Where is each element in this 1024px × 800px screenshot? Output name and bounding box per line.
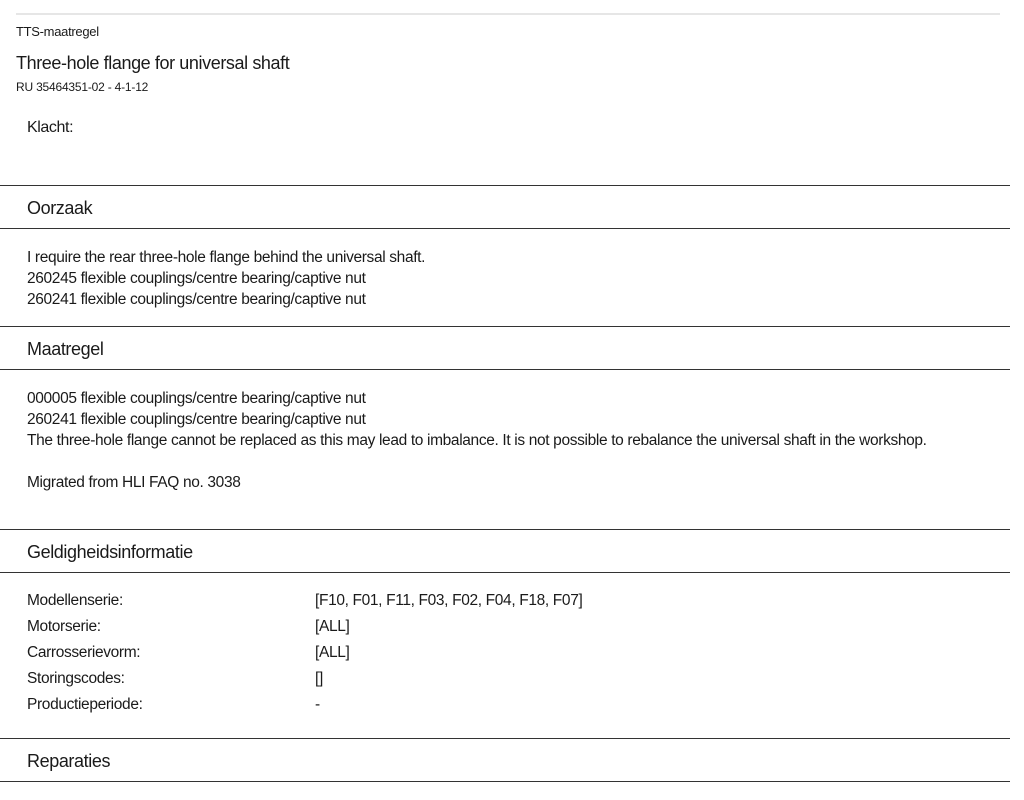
validity-value: [] xyxy=(315,670,323,687)
validity-row-storingscodes xyxy=(27,668,987,694)
validity-value: [ALL] xyxy=(315,618,350,635)
section-header-reparaties xyxy=(0,738,1010,782)
section-heading: Maatregel xyxy=(27,339,104,359)
document-type: TTS-maatregel xyxy=(16,24,99,39)
section-heading: Reparaties xyxy=(27,751,111,771)
section-body-oorzaak xyxy=(27,247,987,310)
validity-row-carrosserievorm xyxy=(27,642,987,668)
validity-row-motorserie xyxy=(27,616,987,642)
document-reference: RU 35464351-02 - 4-1-12 xyxy=(16,80,149,94)
section-body-maatregel xyxy=(27,388,987,493)
validity-row-modellenserie xyxy=(27,590,987,616)
validity-key: Productieperiode: xyxy=(27,696,143,713)
text-line: 000005 flexible couplings/centre bearing/captive nut xyxy=(27,390,366,407)
migration-note: Migrated from HLI FAQ no. 3038 xyxy=(27,474,241,491)
spacer xyxy=(27,451,987,472)
section-header-oorzaak xyxy=(0,185,1010,229)
text-line: 260241 flexible couplings/centre bearing/captive nut xyxy=(27,291,366,308)
validity-key: Motorserie: xyxy=(27,618,101,635)
validity-key: Carrosserievorm: xyxy=(27,644,141,661)
section-header-maatregel xyxy=(0,326,1010,370)
section-header-geldigheid xyxy=(0,529,1010,573)
text-line: I require the rear three-hole flange behind the universal shaft. xyxy=(27,249,426,266)
text-line: The three-hole flange cannot be replaced as this may lead to imbalance. It is not possible to rebalance the universal shaft in the workshop. xyxy=(27,432,927,449)
section-heading: Geldigheidsinformatie xyxy=(27,542,193,562)
validity-key: Storingscodes: xyxy=(27,670,125,687)
document-title: Three-hole flange for universal shaft xyxy=(16,53,290,73)
top-divider xyxy=(16,13,1000,15)
section-heading: Oorzaak xyxy=(27,198,93,218)
validity-table xyxy=(27,590,987,720)
validity-value: [ALL] xyxy=(315,644,350,661)
klacht-label: Klacht: xyxy=(27,119,74,136)
text-line: 260241 flexible couplings/centre bearing/captive nut xyxy=(27,411,366,428)
validity-value: - xyxy=(315,696,320,713)
validity-key: Modellenserie: xyxy=(27,592,123,609)
text-line: 260245 flexible couplings/centre bearing/captive nut xyxy=(27,270,366,287)
validity-row-productieperiode xyxy=(27,694,987,720)
validity-value: [F10, F01, F11, F03, F02, F04, F18, F07] xyxy=(315,592,583,609)
